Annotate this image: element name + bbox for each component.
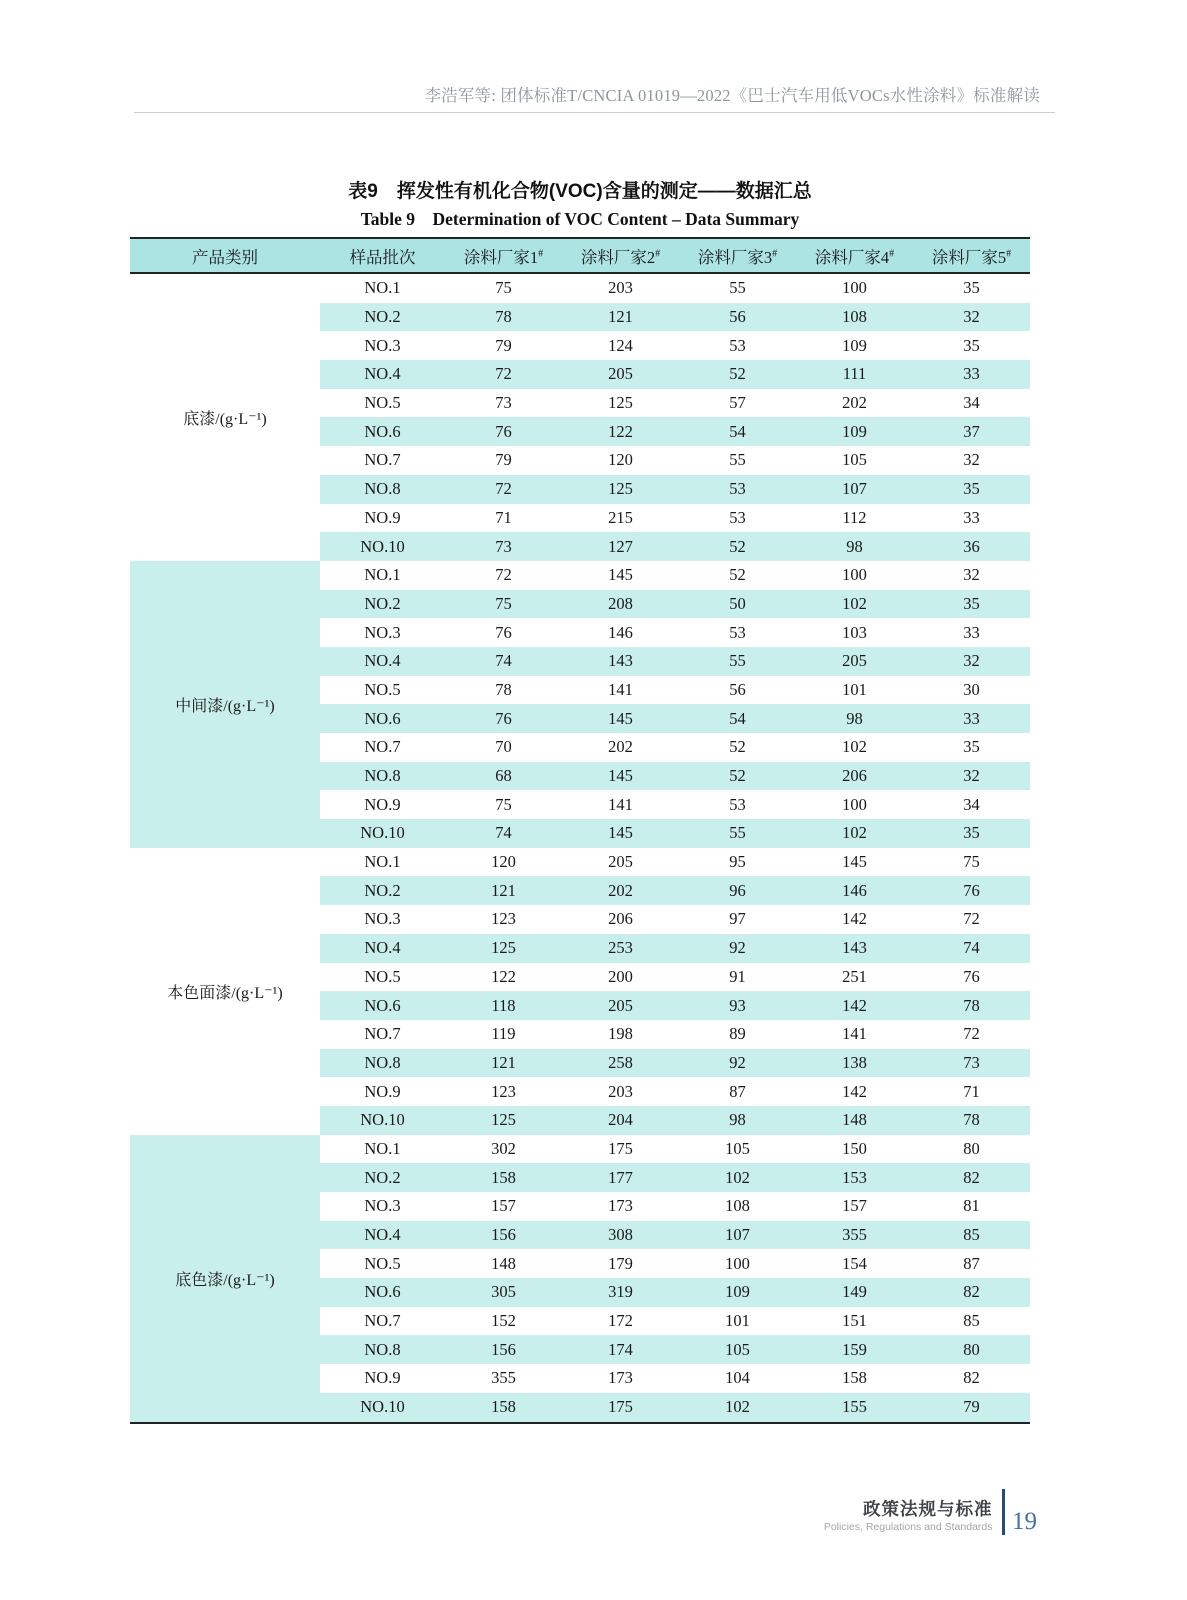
value-cell: 157 <box>796 1192 913 1221</box>
value-cell: 53 <box>679 790 796 819</box>
value-cell: 76 <box>445 618 562 647</box>
value-cell: 142 <box>796 991 913 1020</box>
value-cell: 148 <box>796 1106 913 1135</box>
value-cell: 198 <box>562 1020 679 1049</box>
value-cell: 157 <box>445 1192 562 1221</box>
value-cell: 72 <box>913 1020 1030 1049</box>
value-cell: 125 <box>562 475 679 504</box>
value-cell: 143 <box>562 647 679 676</box>
batch-cell: NO.8 <box>320 1335 445 1364</box>
value-cell: 102 <box>679 1163 796 1192</box>
batch-cell: NO.1 <box>320 1135 445 1164</box>
value-cell: 53 <box>679 504 796 533</box>
factory-label: 涂料厂家5 <box>931 247 1007 267</box>
value-cell: 173 <box>562 1192 679 1221</box>
table-header-row <box>130 238 1030 273</box>
value-cell: 143 <box>796 934 913 963</box>
batch-cell: NO.5 <box>320 676 445 705</box>
value-cell: 105 <box>679 1135 796 1164</box>
batch-cell: NO.6 <box>320 704 445 733</box>
value-cell: 100 <box>679 1249 796 1278</box>
value-cell: 76 <box>913 876 1030 905</box>
value-cell: 33 <box>913 618 1030 647</box>
factory-sup: # <box>655 248 661 259</box>
value-cell: 54 <box>679 417 796 446</box>
table-title-en: Table 9 Determination of VOC Content – Data Summary <box>360 209 800 229</box>
value-cell: 208 <box>562 590 679 619</box>
batch-cell: NO.9 <box>320 1077 445 1106</box>
value-cell: 52 <box>679 532 796 561</box>
value-cell: 148 <box>445 1249 562 1278</box>
value-cell: 145 <box>796 848 913 877</box>
value-cell: 174 <box>562 1335 679 1364</box>
value-cell: 109 <box>796 417 913 446</box>
value-cell: 158 <box>445 1163 562 1192</box>
value-cell: 79 <box>913 1393 1030 1423</box>
value-cell: 120 <box>445 848 562 877</box>
value-cell: 33 <box>913 360 1030 389</box>
value-cell: 105 <box>796 446 913 475</box>
value-cell: 35 <box>913 475 1030 504</box>
batch-cell: NO.1 <box>320 273 445 303</box>
factory-sup: # <box>538 248 544 259</box>
value-cell: 97 <box>679 905 796 934</box>
value-cell: 72 <box>445 561 562 590</box>
category-cell: 底色漆/(g·L⁻¹) <box>130 1135 320 1423</box>
value-cell: 34 <box>913 389 1030 418</box>
value-cell: 156 <box>445 1335 562 1364</box>
factory-label: 涂料厂家1 <box>463 247 539 267</box>
batch-cell: NO.2 <box>320 590 445 619</box>
batch-cell: NO.5 <box>320 1249 445 1278</box>
value-cell: 52 <box>679 561 796 590</box>
value-cell: 203 <box>562 1077 679 1106</box>
batch-cell: NO.5 <box>320 963 445 992</box>
value-cell: 175 <box>562 1393 679 1423</box>
value-cell: 122 <box>445 963 562 992</box>
value-cell: 108 <box>679 1192 796 1221</box>
value-cell: 108 <box>796 303 913 332</box>
value-cell: 78 <box>913 991 1030 1020</box>
footer-title-en: Policies, Regulations and Standards <box>823 1521 993 1534</box>
batch-cell: NO.9 <box>320 790 445 819</box>
value-cell: 112 <box>796 504 913 533</box>
voc-table-container <box>130 237 1030 1424</box>
factory-label: 涂料厂家2 <box>580 247 656 267</box>
column-header-category: 产品类别 <box>130 238 320 273</box>
value-cell: 80 <box>913 1135 1030 1164</box>
value-cell: 96 <box>679 876 796 905</box>
value-cell: 142 <box>796 905 913 934</box>
value-cell: 30 <box>913 676 1030 705</box>
value-cell: 179 <box>562 1249 679 1278</box>
value-cell: 206 <box>796 762 913 791</box>
value-cell: 145 <box>562 819 679 848</box>
value-cell: 101 <box>679 1307 796 1336</box>
value-cell: 155 <box>796 1393 913 1423</box>
category-cell: 中间漆/(g·L⁻¹) <box>130 561 320 848</box>
batch-cell: NO.8 <box>320 475 445 504</box>
category-cell: 本色面漆/(g·L⁻¹) <box>130 848 320 1135</box>
factory-sup: # <box>772 248 778 259</box>
value-cell: 85 <box>913 1307 1030 1336</box>
value-cell: 146 <box>562 618 679 647</box>
column-header-factory-2 <box>562 238 679 273</box>
value-cell: 32 <box>913 446 1030 475</box>
value-cell: 355 <box>796 1221 913 1250</box>
value-cell: 35 <box>913 819 1030 848</box>
value-cell: 120 <box>562 446 679 475</box>
value-cell: 142 <box>796 1077 913 1106</box>
value-cell: 121 <box>562 303 679 332</box>
batch-cell: NO.3 <box>320 1192 445 1221</box>
value-cell: 141 <box>562 676 679 705</box>
value-cell: 103 <box>796 618 913 647</box>
value-cell: 72 <box>445 360 562 389</box>
value-cell: 32 <box>913 762 1030 791</box>
value-cell: 52 <box>679 733 796 762</box>
page-number: 19 <box>1012 1507 1037 1535</box>
value-cell: 32 <box>913 561 1030 590</box>
footer-section-title <box>824 1489 993 1535</box>
value-cell: 203 <box>562 273 679 303</box>
batch-cell: NO.1 <box>320 561 445 590</box>
value-cell: 104 <box>679 1364 796 1393</box>
value-cell: 56 <box>679 303 796 332</box>
value-cell: 105 <box>679 1335 796 1364</box>
value-cell: 34 <box>913 790 1030 819</box>
value-cell: 33 <box>913 504 1030 533</box>
value-cell: 258 <box>562 1049 679 1078</box>
batch-cell: NO.10 <box>320 532 445 561</box>
value-cell: 37 <box>913 417 1030 446</box>
value-cell: 87 <box>679 1077 796 1106</box>
value-cell: 119 <box>445 1020 562 1049</box>
value-cell: 146 <box>796 876 913 905</box>
value-cell: 87 <box>913 1249 1030 1278</box>
value-cell: 253 <box>562 934 679 963</box>
value-cell: 215 <box>562 504 679 533</box>
batch-cell: NO.3 <box>320 905 445 934</box>
value-cell: 98 <box>796 704 913 733</box>
value-cell: 35 <box>913 590 1030 619</box>
batch-cell: NO.7 <box>320 1307 445 1336</box>
batch-cell: NO.5 <box>320 389 445 418</box>
value-cell: 145 <box>562 561 679 590</box>
value-cell: 355 <box>445 1364 562 1393</box>
value-cell: 141 <box>796 1020 913 1049</box>
column-header-factory-3 <box>679 238 796 273</box>
value-cell: 74 <box>445 647 562 676</box>
value-cell: 100 <box>796 790 913 819</box>
value-cell: 79 <box>445 331 562 360</box>
factory-label: 涂料厂家3 <box>697 247 773 267</box>
value-cell: 308 <box>562 1221 679 1250</box>
value-cell: 55 <box>679 273 796 303</box>
value-cell: 102 <box>796 590 913 619</box>
category-cell: 底漆/(g·L⁻¹) <box>130 273 320 561</box>
value-cell: 121 <box>445 876 562 905</box>
factory-label: 涂料厂家4 <box>814 247 890 267</box>
value-cell: 149 <box>796 1278 913 1307</box>
value-cell: 205 <box>562 360 679 389</box>
value-cell: 35 <box>913 273 1030 303</box>
value-cell: 152 <box>445 1307 562 1336</box>
value-cell: 80 <box>913 1335 1030 1364</box>
value-cell: 205 <box>796 647 913 676</box>
value-cell: 158 <box>445 1393 562 1423</box>
value-cell: 33 <box>913 704 1030 733</box>
value-cell: 81 <box>913 1192 1030 1221</box>
value-cell: 205 <box>562 848 679 877</box>
value-cell: 72 <box>445 475 562 504</box>
value-cell: 302 <box>445 1135 562 1164</box>
batch-cell: NO.6 <box>320 991 445 1020</box>
table-title-zh: 表9 挥发性有机化合物(VOC)含量的测定——数据汇总 <box>348 181 812 202</box>
value-cell: 172 <box>562 1307 679 1336</box>
value-cell: 151 <box>796 1307 913 1336</box>
value-cell: 82 <box>913 1278 1030 1307</box>
value-cell: 100 <box>796 561 913 590</box>
value-cell: 92 <box>679 1049 796 1078</box>
value-cell: 98 <box>796 532 913 561</box>
value-cell: 55 <box>679 647 796 676</box>
value-cell: 76 <box>913 963 1030 992</box>
value-cell: 206 <box>562 905 679 934</box>
batch-cell: NO.1 <box>320 848 445 877</box>
column-header-factory-1 <box>445 238 562 273</box>
batch-cell: NO.2 <box>320 876 445 905</box>
value-cell: 125 <box>445 1106 562 1135</box>
value-cell: 127 <box>562 532 679 561</box>
value-cell: 54 <box>679 704 796 733</box>
value-cell: 101 <box>796 676 913 705</box>
value-cell: 82 <box>913 1364 1030 1393</box>
batch-cell: NO.7 <box>320 1020 445 1049</box>
value-cell: 53 <box>679 331 796 360</box>
value-cell: 53 <box>679 618 796 647</box>
value-cell: 56 <box>679 676 796 705</box>
value-cell: 55 <box>679 446 796 475</box>
value-cell: 35 <box>913 331 1030 360</box>
value-cell: 204 <box>562 1106 679 1135</box>
batch-cell: NO.6 <box>320 417 445 446</box>
batch-cell: NO.8 <box>320 762 445 791</box>
value-cell: 118 <box>445 991 562 1020</box>
column-header-factory-4 <box>796 238 913 273</box>
value-cell: 100 <box>796 273 913 303</box>
value-cell: 173 <box>562 1364 679 1393</box>
table-row <box>130 273 1030 303</box>
batch-cell: NO.8 <box>320 1049 445 1078</box>
value-cell: 175 <box>562 1135 679 1164</box>
value-cell: 125 <box>445 934 562 963</box>
batch-cell: NO.3 <box>320 618 445 647</box>
value-cell: 78 <box>913 1106 1030 1135</box>
batch-cell: NO.6 <box>320 1278 445 1307</box>
batch-cell: NO.7 <box>320 733 445 762</box>
value-cell: 53 <box>679 475 796 504</box>
value-cell: 57 <box>679 389 796 418</box>
value-cell: 138 <box>796 1049 913 1078</box>
value-cell: 93 <box>679 991 796 1020</box>
value-cell: 202 <box>796 389 913 418</box>
batch-cell: NO.10 <box>320 819 445 848</box>
value-cell: 200 <box>562 963 679 992</box>
value-cell: 72 <box>913 905 1030 934</box>
value-cell: 150 <box>796 1135 913 1164</box>
value-cell: 158 <box>796 1364 913 1393</box>
value-cell: 71 <box>445 504 562 533</box>
page-footer <box>824 1489 1037 1535</box>
value-cell: 124 <box>562 331 679 360</box>
value-cell: 82 <box>913 1163 1030 1192</box>
value-cell: 121 <box>445 1049 562 1078</box>
value-cell: 68 <box>445 762 562 791</box>
footer-divider <box>1002 1489 1006 1535</box>
value-cell: 55 <box>679 819 796 848</box>
value-cell: 202 <box>562 876 679 905</box>
value-cell: 32 <box>913 303 1030 332</box>
batch-cell: NO.4 <box>320 1221 445 1250</box>
running-head: 李浩军等: 团体标准T/CNCIA 01019—2022《巴士汽车用低VOCs水性涂料》标准解读 <box>424 86 1040 105</box>
value-cell: 73 <box>445 532 562 561</box>
value-cell: 102 <box>679 1393 796 1423</box>
value-cell: 123 <box>445 1077 562 1106</box>
value-cell: 73 <box>445 389 562 418</box>
value-cell: 102 <box>796 819 913 848</box>
value-cell: 109 <box>679 1278 796 1307</box>
value-cell: 70 <box>445 733 562 762</box>
batch-cell: NO.3 <box>320 331 445 360</box>
value-cell: 52 <box>679 762 796 791</box>
value-cell: 305 <box>445 1278 562 1307</box>
value-cell: 36 <box>913 532 1030 561</box>
column-header-batch: 样品批次 <box>320 238 445 273</box>
value-cell: 159 <box>796 1335 913 1364</box>
value-cell: 156 <box>445 1221 562 1250</box>
value-cell: 75 <box>445 590 562 619</box>
value-cell: 76 <box>445 417 562 446</box>
batch-cell: NO.10 <box>320 1393 445 1423</box>
value-cell: 92 <box>679 934 796 963</box>
batch-cell: NO.4 <box>320 934 445 963</box>
factory-sup: # <box>1006 248 1012 259</box>
batch-cell: NO.10 <box>320 1106 445 1135</box>
value-cell: 74 <box>913 934 1030 963</box>
value-cell: 95 <box>679 848 796 877</box>
value-cell: 76 <box>445 704 562 733</box>
value-cell: 73 <box>913 1049 1030 1078</box>
value-cell: 75 <box>913 848 1030 877</box>
batch-cell: NO.7 <box>320 446 445 475</box>
value-cell: 154 <box>796 1249 913 1278</box>
table-row <box>130 561 1030 590</box>
value-cell: 71 <box>913 1077 1030 1106</box>
voc-data-table <box>130 237 1030 1424</box>
value-cell: 98 <box>679 1106 796 1135</box>
value-cell: 251 <box>796 963 913 992</box>
value-cell: 75 <box>445 790 562 819</box>
batch-cell: NO.4 <box>320 360 445 389</box>
header-rule <box>134 112 1055 113</box>
value-cell: 145 <box>562 762 679 791</box>
value-cell: 202 <box>562 733 679 762</box>
value-cell: 74 <box>445 819 562 848</box>
table-row <box>130 1135 1030 1164</box>
value-cell: 109 <box>796 331 913 360</box>
value-cell: 177 <box>562 1163 679 1192</box>
value-cell: 50 <box>679 590 796 619</box>
value-cell: 89 <box>679 1020 796 1049</box>
value-cell: 319 <box>562 1278 679 1307</box>
batch-cell: NO.9 <box>320 504 445 533</box>
factory-sup: # <box>889 248 895 259</box>
batch-cell: NO.2 <box>320 303 445 332</box>
value-cell: 78 <box>445 676 562 705</box>
value-cell: 78 <box>445 303 562 332</box>
value-cell: 52 <box>679 360 796 389</box>
value-cell: 75 <box>445 273 562 303</box>
value-cell: 102 <box>796 733 913 762</box>
value-cell: 122 <box>562 417 679 446</box>
value-cell: 145 <box>562 704 679 733</box>
value-cell: 35 <box>913 733 1030 762</box>
batch-cell: NO.9 <box>320 1364 445 1393</box>
value-cell: 141 <box>562 790 679 819</box>
value-cell: 123 <box>445 905 562 934</box>
value-cell: 79 <box>445 446 562 475</box>
value-cell: 107 <box>796 475 913 504</box>
value-cell: 125 <box>562 389 679 418</box>
value-cell: 32 <box>913 647 1030 676</box>
value-cell: 107 <box>679 1221 796 1250</box>
value-cell: 91 <box>679 963 796 992</box>
column-header-factory-5 <box>913 238 1030 273</box>
batch-cell: NO.2 <box>320 1163 445 1192</box>
value-cell: 85 <box>913 1221 1030 1250</box>
table-row <box>130 848 1030 877</box>
value-cell: 111 <box>796 360 913 389</box>
value-cell: 205 <box>562 991 679 1020</box>
footer-title-zh: 政策法规与标准 <box>863 1499 993 1520</box>
value-cell: 153 <box>796 1163 913 1192</box>
batch-cell: NO.4 <box>320 647 445 676</box>
